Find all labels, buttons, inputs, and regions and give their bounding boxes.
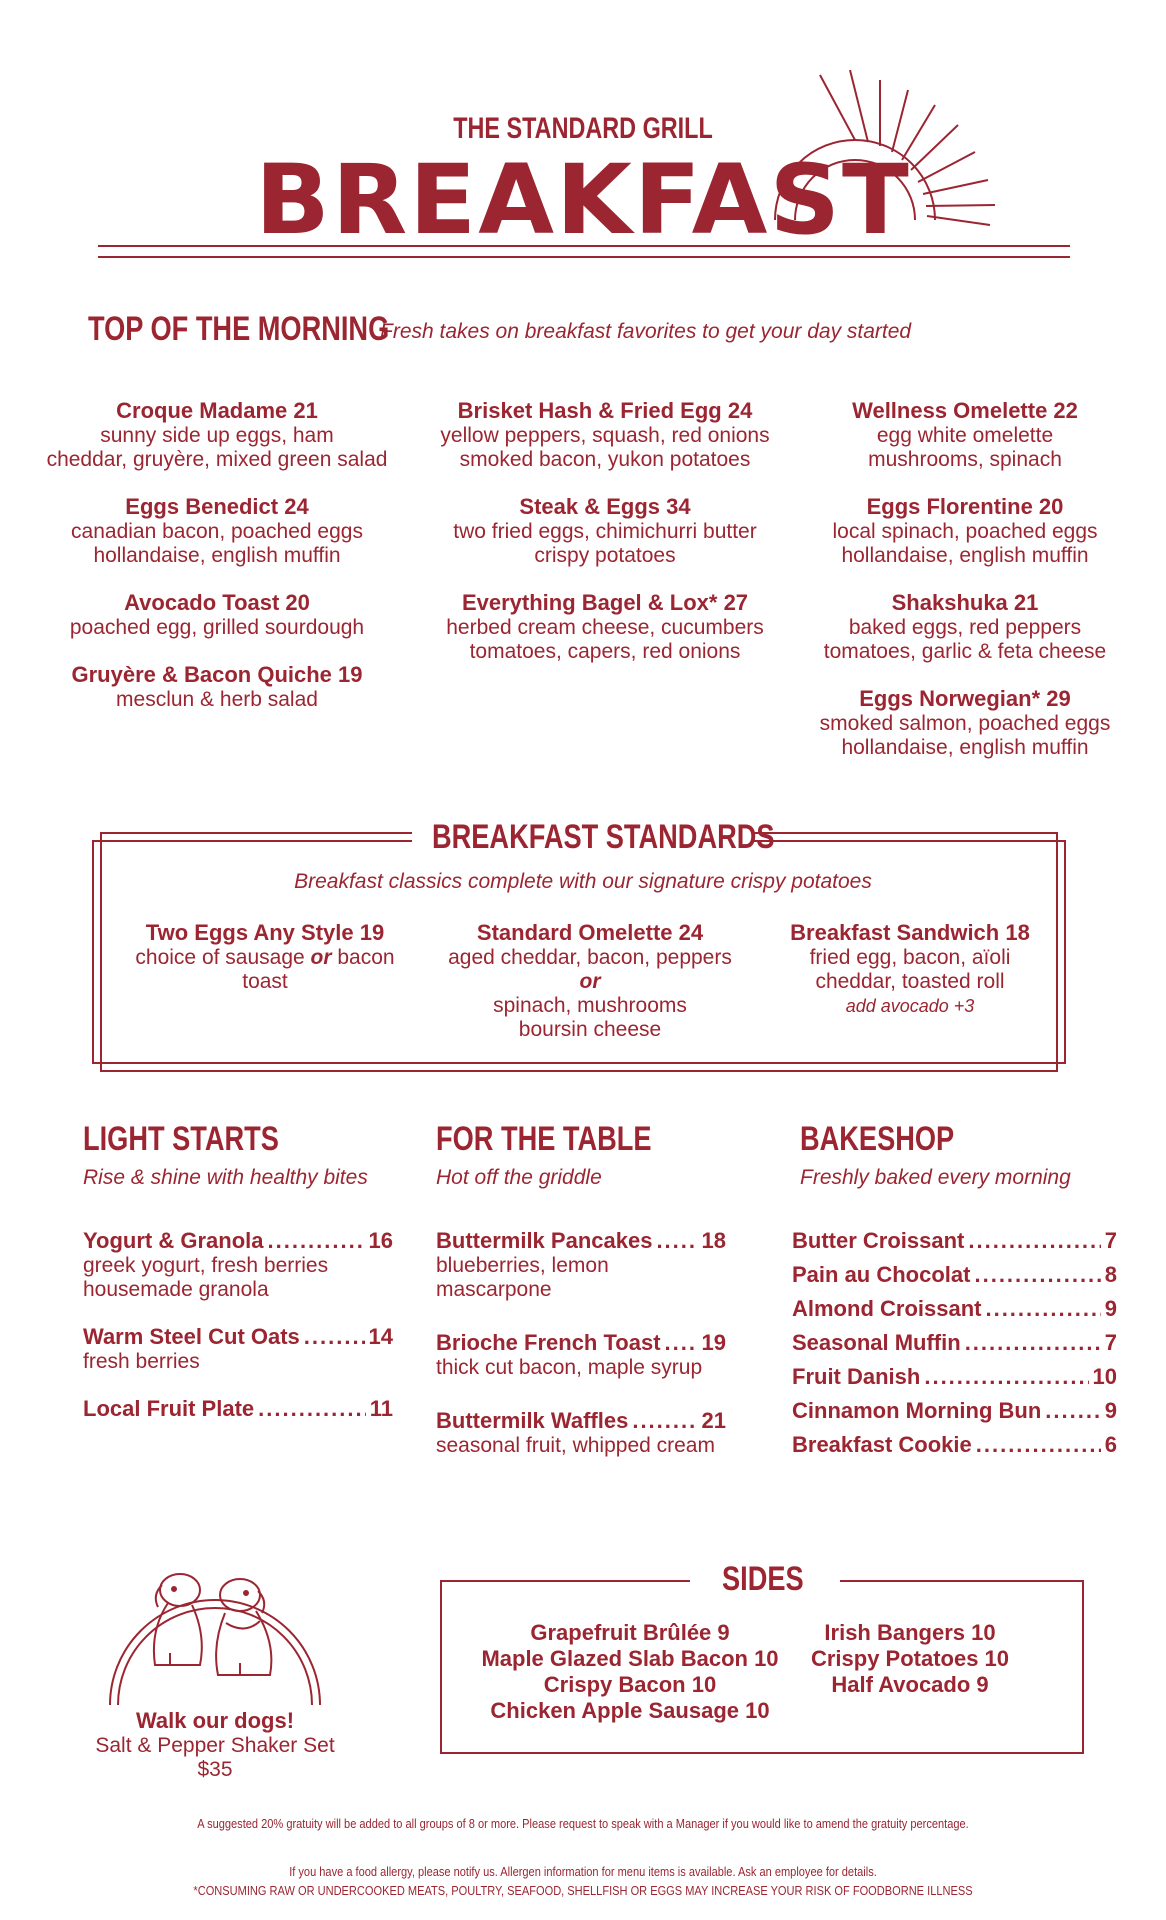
item-row	[83, 1228, 393, 1254]
menu-item	[430, 494, 780, 568]
menu-item	[83, 1396, 393, 1422]
item-name: Yogurt & Granola	[83, 1228, 264, 1253]
item-desc: cheddar, gruyère, mixed green salad	[46, 448, 388, 471]
dog-shakers-illustration	[100, 1535, 330, 1710]
for-the-table-list	[436, 1228, 726, 1486]
section-subtitle-standards: Breakfast classics complete with our signature crispy potatoes	[294, 870, 872, 893]
section-title-light-starts: LIGHT STARTS	[83, 1120, 279, 1158]
item-name: Warm Steel Cut Oats	[83, 1324, 300, 1349]
item-desc: seasonal fruit, whipped cream	[436, 1434, 715, 1457]
menu-title: BREAKFAST	[255, 144, 911, 256]
item-row	[792, 1330, 1117, 1356]
menu-item	[790, 686, 1140, 760]
item-name: Seasonal Muffin	[792, 1330, 961, 1355]
section-subtitle-light-starts: Rise & shine with healthy bites	[83, 1166, 368, 1189]
item-name: Fruit Danish	[792, 1364, 921, 1389]
item-name: Steak & Eggs 34	[519, 494, 691, 519]
menu-item	[42, 590, 392, 640]
item-desc: smoked salmon, poached eggs	[819, 712, 1111, 735]
menu-item	[430, 590, 780, 664]
allergy-note: If you have a food allergy, please notify us. Allergen information for menu items is available. Ask an employee for details.	[289, 1864, 877, 1879]
menu-item	[42, 494, 392, 568]
side-item: Half Avocado 9	[831, 1672, 989, 1697]
item-desc: hollandaise, english muffin	[93, 544, 341, 567]
menu-item	[792, 1398, 1117, 1424]
section-title-bakeshop: BAKESHOP	[800, 1120, 955, 1158]
item-desc: yellow peppers, squash, red onions	[440, 424, 770, 447]
item-desc: smoked bacon, yukon potatoes	[459, 448, 751, 471]
item-desc: blueberries, lemon mascarpone	[436, 1254, 609, 1301]
menu-item	[83, 1324, 393, 1374]
section-title-for-the-table: FOR THE TABLE	[436, 1120, 652, 1158]
item-desc: spinach, mushrooms	[493, 994, 687, 1017]
standards-sandwich	[760, 920, 1060, 1018]
item-name: Almond Croissant	[792, 1296, 982, 1321]
dot-leader	[632, 1408, 697, 1434]
item-name: Butter Croissant	[792, 1228, 965, 1253]
menu-item	[436, 1408, 726, 1458]
item-row	[83, 1396, 393, 1422]
menu-item	[792, 1432, 1117, 1458]
foodborne-warning: *CONSUMING RAW OR UNDERCOOKED MEATS, POULTRY, SEAFOOD, SHELLFISH OR EGGS MAY INCREASE YOUR RISK OF FOODBORNE ILLNESS	[193, 1883, 973, 1898]
dot-leader	[304, 1324, 365, 1350]
item-name: Shakshuka 21	[891, 590, 1039, 615]
item-desc: two fried eggs, chimichurri butter	[453, 520, 757, 543]
top-column-1	[42, 398, 392, 734]
dot-leader	[1045, 1398, 1100, 1424]
side-item: Crispy Bacon 10	[543, 1672, 717, 1697]
item-price: 11	[369, 1396, 393, 1421]
dot-leader	[974, 1262, 1100, 1288]
item-name: Eggs Norwegian* 29	[859, 686, 1071, 711]
section-subtitle-for-the-table: Hot off the griddle	[436, 1166, 602, 1189]
item-desc: tomatoes, capers, red onions	[469, 640, 741, 663]
item-row	[436, 1408, 726, 1434]
item-row	[792, 1398, 1117, 1424]
section-subtitle-top-of-morning: Fresh takes on breakfast favorites to get your day started	[380, 320, 912, 343]
item-price: 7	[1104, 1330, 1117, 1355]
standards-omelette	[430, 920, 750, 1042]
item-desc: baked eggs, red peppers	[848, 616, 1082, 639]
menu-item	[42, 398, 392, 472]
menu-item	[792, 1262, 1117, 1288]
item-desc: boursin cheese	[518, 1018, 662, 1041]
item-addon: add avocado +3	[845, 996, 975, 1016]
item-name: Gruyère & Bacon Quiche 19	[71, 662, 363, 687]
item-row	[792, 1228, 1117, 1254]
item-name: Pain au Chocolat	[792, 1262, 971, 1287]
item-price: 8	[1104, 1262, 1117, 1287]
menu-item	[790, 494, 1140, 568]
item-row	[792, 1432, 1117, 1458]
dot-leader	[976, 1432, 1101, 1458]
item-name: Standard Omelette 24	[476, 920, 704, 945]
dot-leader	[968, 1228, 1100, 1254]
item-desc: fried egg, bacon, aïoli	[809, 946, 1011, 969]
menu-item	[792, 1364, 1117, 1390]
bakeshop-list	[792, 1228, 1117, 1466]
menu-item	[792, 1296, 1117, 1322]
item-desc: housemade granola	[83, 1278, 269, 1301]
item-desc: hollandaise, english muffin	[841, 544, 1089, 567]
item-price: 19	[701, 1330, 726, 1355]
item-name: Brioche French Toast	[436, 1330, 661, 1355]
item-desc: thick cut bacon, maple syrup	[436, 1356, 703, 1379]
menu-item	[792, 1330, 1117, 1356]
item-name: Buttermilk Waffles	[436, 1408, 629, 1433]
item-row	[436, 1330, 726, 1356]
item-price: 9	[1104, 1398, 1117, 1423]
sides-left-column	[470, 1620, 790, 1724]
top-column-3	[790, 398, 1140, 782]
item-desc: aged cheddar, bacon, peppers	[448, 946, 732, 969]
item-desc: egg white omelette	[876, 424, 1054, 447]
dot-leader	[665, 1330, 698, 1356]
item-or: or	[579, 970, 601, 993]
item-desc: greek yogurt, fresh berries	[83, 1254, 329, 1277]
top-column-2	[430, 398, 780, 686]
section-title-sides: SIDES	[722, 1560, 804, 1598]
item-name: Cinnamon Morning Bun	[792, 1398, 1042, 1423]
item-desc: hollandaise, english muffin	[841, 736, 1089, 759]
item-row	[792, 1364, 1117, 1390]
item-name: Wellness Omelette 22	[852, 398, 1078, 423]
menu-item	[42, 662, 392, 712]
item-name: Breakfast Cookie	[792, 1432, 972, 1457]
menu-item	[436, 1228, 726, 1302]
section-subtitle-bakeshop: Freshly baked every morning	[800, 1166, 1071, 1189]
dot-leader	[268, 1228, 365, 1254]
side-item: Crispy Potatoes 10	[810, 1646, 1010, 1671]
item-price: 6	[1104, 1432, 1117, 1457]
item-desc: herbed cream cheese, cucumbers	[446, 616, 764, 639]
dot-leader	[656, 1228, 697, 1254]
menu-item	[790, 590, 1140, 664]
item-price: 14	[368, 1324, 393, 1349]
item-desc: poached egg, grilled sourdough	[69, 616, 365, 639]
item-row	[792, 1262, 1117, 1288]
restaurant-name: THE STANDARD GRILL	[453, 112, 713, 145]
item-desc: crispy potatoes	[534, 544, 676, 567]
item-desc: cheddar, toasted roll	[815, 970, 1005, 993]
header-rule-bottom	[98, 256, 1070, 258]
item-desc: toast	[242, 970, 288, 993]
item-price: 18	[701, 1228, 726, 1253]
item-price: 10	[1092, 1364, 1117, 1389]
item-desc: mesclun & herb salad	[116, 688, 318, 711]
item-name: Eggs Benedict 24	[125, 494, 309, 519]
item-desc: local spinach, poached eggs	[832, 520, 1098, 543]
item-desc: fresh berries	[83, 1350, 200, 1373]
menu-item	[790, 398, 1140, 472]
side-item: Maple Glazed Slab Bacon 10	[481, 1646, 779, 1671]
light-starts-list	[83, 1228, 393, 1444]
item-name: Local Fruit Plate	[83, 1396, 255, 1421]
side-item: Grapefruit Brûlée 9	[530, 1620, 730, 1645]
item-desc: sunny side up eggs, ham	[100, 424, 334, 447]
item-name: Breakfast Sandwich 18	[790, 920, 1030, 945]
section-title-standards: BREAKFAST STANDARDS	[432, 818, 775, 856]
item-price: 9	[1104, 1296, 1117, 1321]
item-name: Buttermilk Pancakes	[436, 1228, 653, 1253]
dot-leader	[924, 1364, 1088, 1390]
item-price: 21	[701, 1408, 726, 1433]
side-item: Chicken Apple Sausage 10	[490, 1698, 770, 1723]
item-name: Two Eggs Any Style 19	[145, 920, 385, 945]
item-price: 7	[1104, 1228, 1117, 1253]
dogs-promo	[60, 1708, 370, 1782]
item-name: Avocado Toast 20	[124, 590, 310, 615]
item-row	[83, 1324, 393, 1350]
side-item: Irish Bangers 10	[824, 1620, 996, 1645]
item-row	[792, 1296, 1117, 1322]
dot-leader	[258, 1396, 366, 1422]
item-desc: mushrooms, spinach	[868, 448, 1062, 471]
menu-item	[83, 1228, 393, 1302]
standards-two-eggs	[115, 920, 415, 994]
item-price: 16	[368, 1228, 393, 1253]
menu-item	[430, 398, 780, 472]
header-rule-top	[98, 245, 1070, 247]
gratuity-note: A suggested 20% gratuity will be added to all groups of 8 or more. Please request to speak with a Manager if you would like to amend the gratuity percentage.	[197, 1816, 969, 1831]
menu-item	[436, 1330, 726, 1380]
dot-leader	[965, 1330, 1101, 1356]
dogs-promo-price: $35	[197, 1758, 233, 1781]
dot-leader	[985, 1296, 1100, 1322]
item-name: Croque Madame 21	[116, 398, 318, 423]
item-desc: choice of sausage or bacon	[135, 946, 395, 969]
section-title-top-of-morning: TOP OF THE MORNING	[88, 310, 390, 348]
dogs-promo-desc: Salt & Pepper Shaker Set	[95, 1734, 335, 1757]
item-name: Brisket Hash & Fried Egg 24	[457, 398, 753, 423]
item-row	[436, 1228, 726, 1254]
item-name: Everything Bagel & Lox* 27	[461, 590, 749, 615]
dogs-promo-title: Walk our dogs!	[135, 1708, 295, 1733]
item-name: Eggs Florentine 20	[866, 494, 1064, 519]
menu-item	[792, 1228, 1117, 1254]
item-desc: canadian bacon, poached eggs	[71, 520, 363, 543]
sides-right-column	[800, 1620, 1020, 1698]
item-desc: tomatoes, garlic & feta cheese	[823, 640, 1107, 663]
